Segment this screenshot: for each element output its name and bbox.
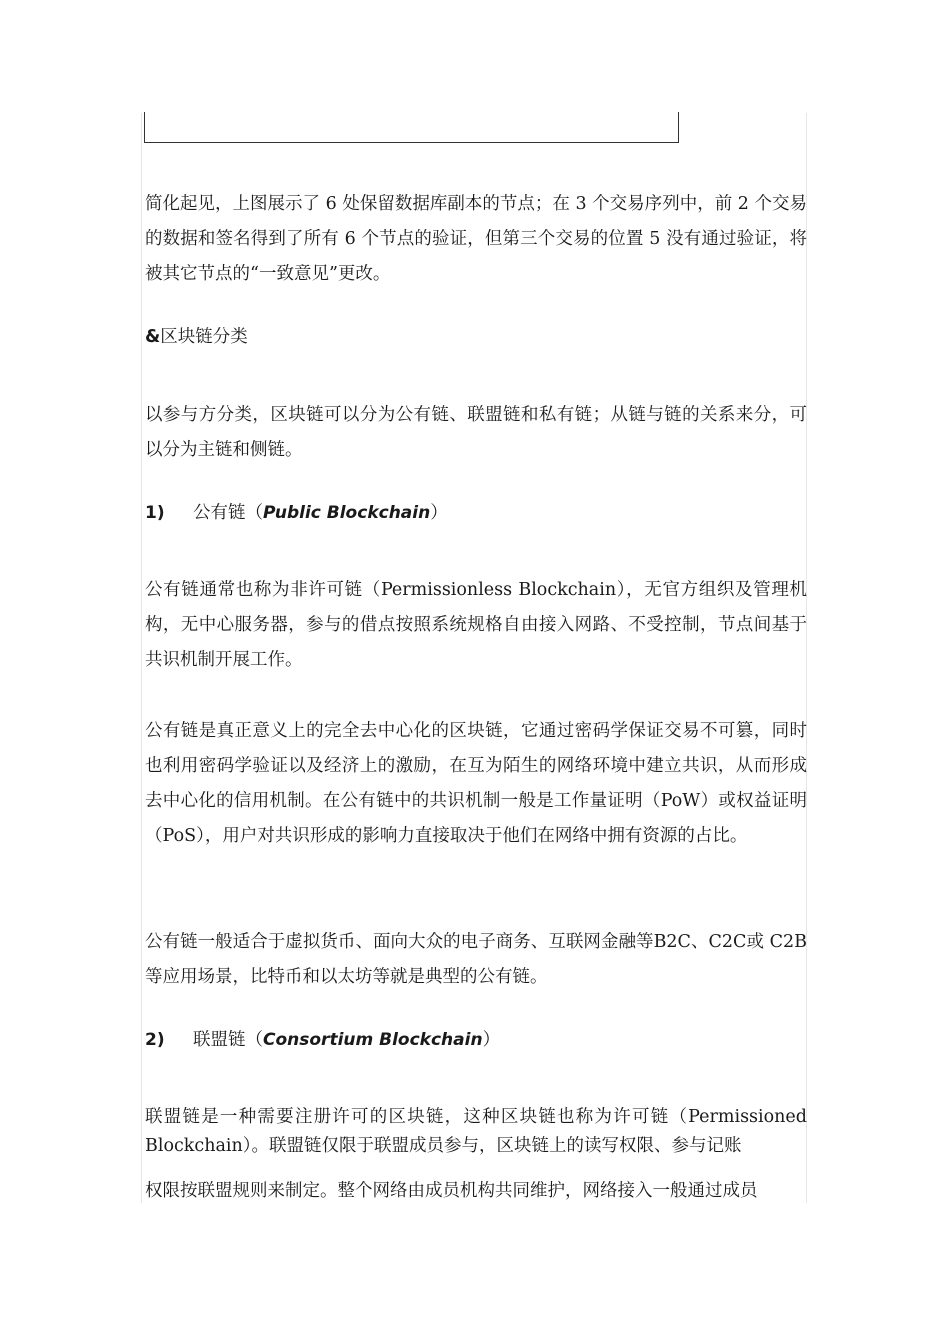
heading-latin: Consortium Blockchain [263,1030,483,1050]
heading-number: 1) [145,503,165,523]
section-title: 区块链分类 [160,327,248,347]
heading-close: ） [430,503,448,523]
consortium-paragraph-1: 联盟链是一种需要注册许可的区块链，这种区块链也称为许可链（Permissioned Blockchain）。联盟链仅限于联盟成员参与，区块链上的读写权限、参与记账 [145,1107,807,1156]
heading-name: 公有链（ [193,503,263,523]
public-chain-paragraph-1: 公有链通常也称为非许可链（Permissionless Blockchain），无官方组织及管理机构，无中心服务器，参与的借点按照系统规格自由接入网路、不受控制，节点间基于共识机制开展工作。 [145,580,807,670]
heading-name: 联盟链（ [193,1030,263,1050]
classify-paragraph: 以参与方分类，区块链可以分为公有链、联盟链和私有链；从链与链的关系来分，可以分为主链和侧链。 [145,405,807,460]
heading-close: ） [482,1030,501,1050]
section-mark: & [145,327,161,347]
heading-number: 2) [145,1030,165,1050]
public-chain-paragraph-3: 公有链一般适合于虚拟货币、面向大众的电子商务、互联网金融等B2C、C2C或 C2B 等应用场景，比特币和以太坊等就是典型的公有链。 [145,932,807,987]
intro-paragraph: 简化起见，上图展示了 6 处保留数据库副本的节点；在 3 个交易序列中，前 2 个交易的数据和签名得到了所有 6 个节点的验证，但第三个交易的位置 5 没有通过验证，将被其它节点的“一致意见”更改。 [145,194,807,284]
section-heading [145,320,248,355]
heading-public-chain [145,496,448,531]
figure-bottom-border [144,112,679,143]
public-chain-paragraph-2: 公有链是真正意义上的完全去中心化的区块链，它通过密码学保证交易不可篡，同时也利用密码学验证以及经济上的激励，在互为陌生的网络环境中建立共识，从而形成去中心化的信用机制。在公有链中的共识机制一般是工作量证明（PoW）或权益证明（PoS），用户对共识形成的影响力直接取决于他们在网络中拥有资源的占比。 [145,721,807,846]
consortium-paragraph-2: 权限按联盟规则来制定。整个网络由成员机构共同维护，网络接入一般通过成员 [145,1181,758,1201]
heading-latin: Public Blockchain [263,503,431,523]
heading-consortium-chain [145,1023,500,1058]
